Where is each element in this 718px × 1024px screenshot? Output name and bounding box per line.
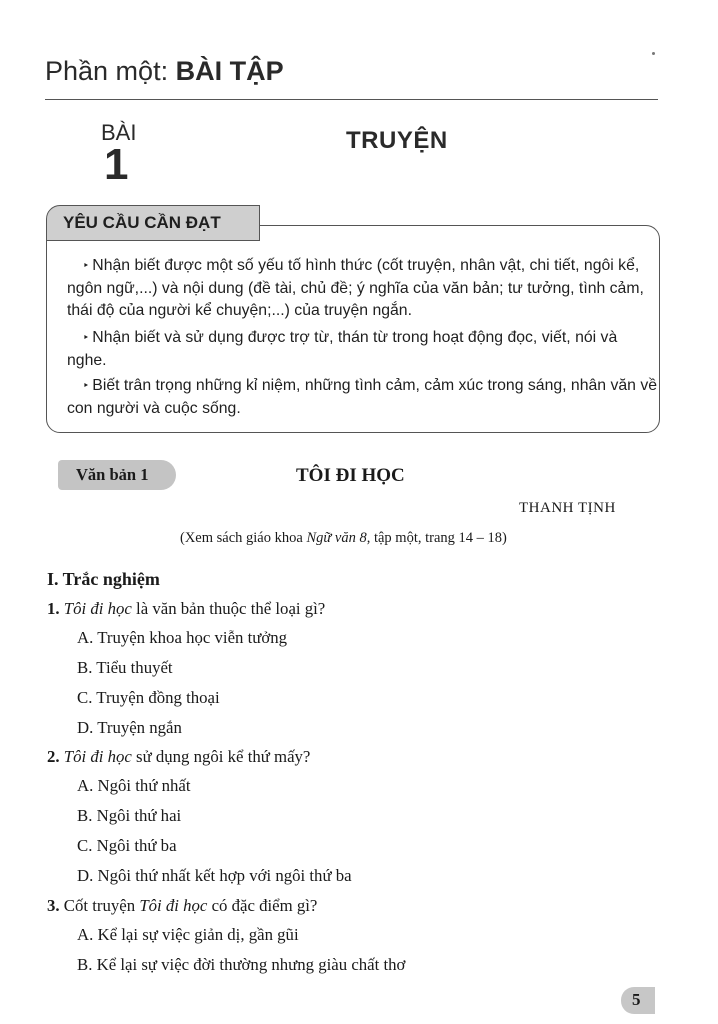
section-heading: I. Trắc nghiệm — [47, 569, 160, 589]
lesson-number: 1 — [104, 140, 129, 189]
page-number-tab — [621, 987, 655, 1014]
bullet-icon: ‣ — [82, 332, 90, 344]
question-1-option-c: C. Truyện đồng thoại — [77, 688, 220, 707]
question-2-option-c: C. Ngôi thứ ba — [77, 836, 177, 855]
speck-mark — [652, 52, 655, 55]
question-3-option-b: B. Kể lại sự việc đời thường nhưng giàu chất thơ — [77, 955, 406, 974]
question-3: 3. Cốt truyện Tôi đi học có đặc điểm gì? — [47, 896, 318, 915]
page-number: 5 — [632, 990, 641, 1009]
question-2-option-b: B. Ngôi thứ hai — [77, 806, 182, 825]
question-1-option-d: D. Truyện ngắn — [77, 718, 182, 737]
requirement-item: ‣ Nhận biết được một số yếu tố hình thức (cốt truyện, nhân vật, chi tiết, ngôi kể, ngôn ngữ,...) và nội dung (đề tài, chủ đề; ý nghĩa của văn bản; tư tưởng, tình cảm, thái độ của người kể chuyện;...) của truyện ngắn. — [67, 257, 644, 319]
question-3-option-a: A. Kể lại sự việc giản dị, gần gũi — [77, 925, 299, 944]
part-title-rule — [45, 99, 658, 100]
bullet-icon: ‣ — [82, 380, 90, 392]
question-2-option-a: A. Ngôi thứ nhất — [77, 776, 191, 795]
requirement-item: ‣ Biết trân trọng những kỉ niệm, những tình cảm, cảm xúc trong sáng, nhân văn về con người và cuộc sống. — [67, 377, 657, 417]
text-badge-label: Văn bản 1 — [76, 465, 149, 484]
text-author: THANH TỊNH — [519, 500, 616, 516]
requirements-heading: YÊU CẦU CẦN ĐẠT — [63, 213, 221, 232]
lesson-title: TRUYỆN — [346, 127, 448, 154]
question-1-option-a: A. Truyện khoa học viễn tưởng — [77, 628, 288, 647]
question-2-option-d: D. Ngôi thứ nhất kết hợp với ngôi thứ ba — [77, 866, 352, 885]
question-2: 2. Tôi đi học sử dụng ngôi kể thứ mấy? — [47, 747, 311, 766]
requirements-tab — [46, 205, 260, 241]
lesson-label: BÀI — [101, 120, 137, 145]
text-title: TÔI ĐI HỌC — [296, 465, 405, 486]
text-badge — [58, 460, 176, 490]
question-1: 1. Tôi đi học là văn bản thuộc thể loại gì? — [47, 599, 326, 618]
textbook-reference: (Xem sách giáo khoa Ngữ văn 8, tập một, trang 14 – 18) — [180, 530, 507, 546]
requirement-item: ‣ Nhận biết và sử dụng được trợ từ, thán từ trong hoạt động đọc, viết, nói và nghe. — [67, 329, 618, 369]
bullet-icon: ‣ — [82, 260, 90, 272]
part-title: Phần một: BÀI TẬP — [45, 56, 284, 86]
question-1-option-b: B. Tiểu thuyết — [77, 658, 173, 677]
